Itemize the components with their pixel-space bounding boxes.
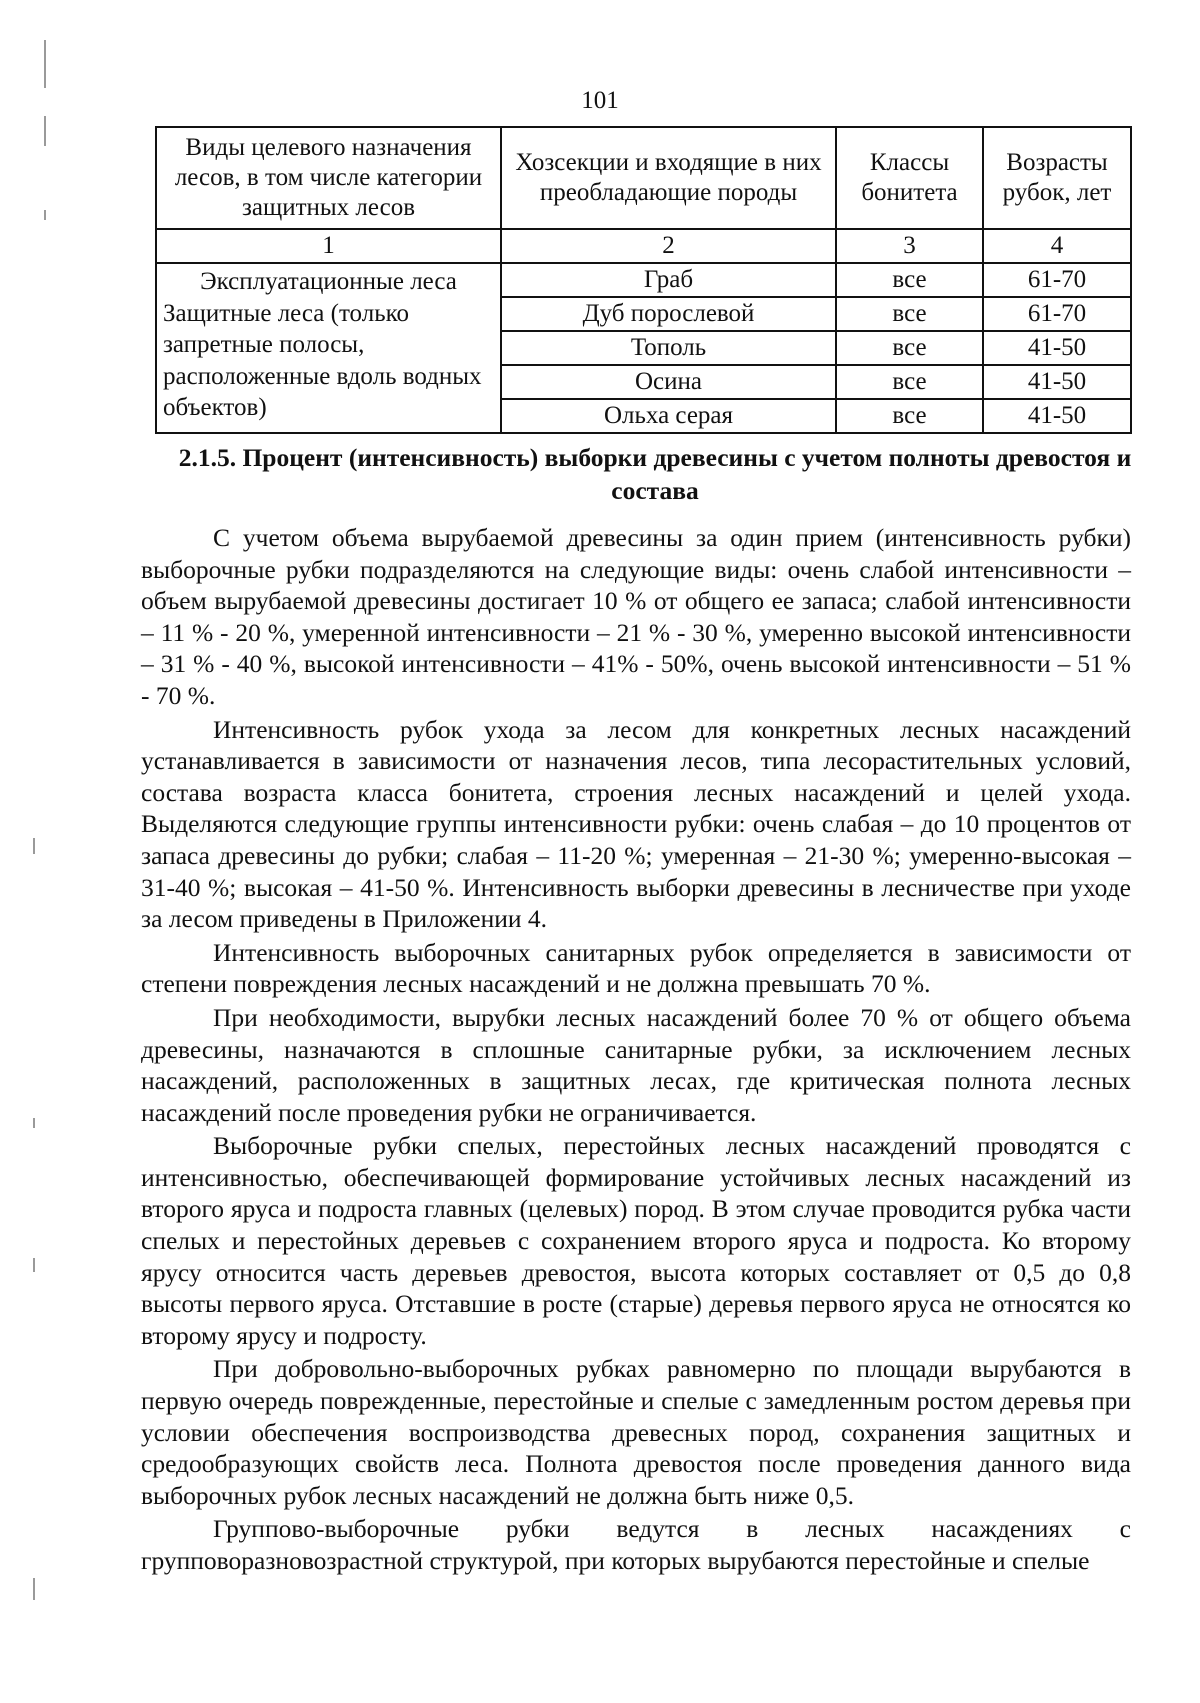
species-cell: Граб [501, 263, 836, 297]
species-cell: Тополь [501, 331, 836, 365]
column-number: 2 [501, 229, 836, 263]
forest-category-cell [156, 263, 501, 433]
scan-edge-mark [33, 1258, 35, 1272]
bonitet-cell: все [836, 331, 983, 365]
header-forest-purpose: Виды целевого назначения лесов, в том числе категории защитных лесов [156, 127, 501, 229]
paragraph: Интенсивность выборочных санитарных рубок определяется в зависимости от степени повреждения лесных насаждений и не должна превышать 70 %. [141, 937, 1131, 999]
age-cell: 61-70 [983, 263, 1131, 297]
column-number: 4 [983, 229, 1131, 263]
species-cell: Дуб порослевой [501, 297, 836, 331]
scan-edge-mark [44, 116, 46, 146]
paragraph: Выборочные рубки спелых, перестойных лесных насаждений проводятся с интенсивностью, обеспечивающей формирование устойчивых лесных насаждений из второго яруса и подроста главных (целевых) пород. В этом случае проводится рубка части спелых и перестойных деревьев с сохранением второго яруса и подроста. Ко второму ярусу относится часть деревьев древостоя, высота которых составляет от 0,5 до 0,8 высоты первого яруса. Отставшие в росте (старые) деревья первого яруса не относятся ко второму ярусу и подросту. [141, 1131, 1131, 1350]
cutting-age-table [155, 126, 1132, 434]
paragraph: С учетом объема вырубаемой древесины за один прием (интенсивность рубки) выборочные рубки подразделяются на следующие виды: очень слабой интенсивности – объем вырубаемой древесины достигает 10 % от общего ее запаса; слабой интенсивности – 11 % - 20 %, умеренной интенсивности – 21 % - 30 %, умеренно высокой интенсивности – 31 % - 40 %, высокой интенсивности – 41% - 50%, очень высокой интенсивности – 51 % - 70 %. [141, 523, 1131, 710]
category-exploitation: Эксплуатационные леса [200, 268, 457, 295]
bonitet-cell: все [836, 399, 983, 433]
paragraph: При необходимости, вырубки лесных насаждений более 70 % от общего объема древесины, назначаются в сплошные санитарные рубки, за исключением лесных насаждений, расположенных в защитных лесах, где критическая полнота лесных насаждений после проведения рубки не ограничивается. [141, 1002, 1131, 1127]
bonitet-cell: все [836, 365, 983, 399]
paragraph: При добровольно-выборочных рубках равномерно по площади вырубаются в первую очередь поврежденные, перестойные и спелые с замедленным ростом деревья при условии обеспечения воспроизводства древесных пород, сохранения защитных и средообразующих свойств леса. Полнота древостоя после проведения данного вида выборочных рубок лесных насаждений не должна быть ниже 0,5. [141, 1354, 1131, 1510]
scan-edge-mark [33, 838, 35, 854]
body-text [141, 522, 1131, 1579]
scan-edge-mark [33, 1118, 35, 1128]
column-number-row [156, 229, 1131, 263]
age-cell: 41-50 [983, 399, 1131, 433]
column-number: 1 [156, 229, 501, 263]
age-cell: 41-50 [983, 331, 1131, 365]
category-protective: Защитные леса (только запретные полосы, расположенные вдоль водных объектов) [163, 299, 482, 421]
paragraph: Интенсивность рубок ухода за лесом для конкретных лесных насаждений устанавливается в зависимости от назначения лесов, типа лесорастительных условий, состава возраста класса бонитета, строения лесных насаждений и целей ухода. Выделяются следующие группы интенсивности рубки: очень слабая – до 10 процентов от запаса древесины до рубки; слабая – 11-20 %; умеренная – 21-30 %; умеренно-высокая – 31-40 %; высокая – 41-50 %. Интенсивность выборки древесины в лесничестве при уходе за лесом приведены в Приложении 4. [141, 714, 1131, 934]
table-header-row [156, 127, 1131, 229]
scan-edge-mark [44, 210, 46, 220]
age-cell: 41-50 [983, 365, 1131, 399]
table-row [156, 263, 1131, 297]
column-number: 3 [836, 229, 983, 263]
bonitet-cell: все [836, 297, 983, 331]
age-cell: 61-70 [983, 297, 1131, 331]
scan-edge-mark [44, 40, 46, 88]
page-number: 101 [581, 87, 619, 114]
scan-edge-mark [33, 1578, 35, 1600]
bonitet-cell: все [836, 263, 983, 297]
header-cutting-age: Возрасты рубок, лет [983, 127, 1131, 229]
header-bonitet-class: Классы бонитета [836, 127, 983, 229]
species-cell: Осина [501, 365, 836, 399]
paragraph: Группово-выборочные рубки ведутся в лесных насаждениях с групповоразновозрастной структурой, при которых вырубаются перестойные и спелые [141, 1514, 1131, 1575]
header-species-sections: Хозсекции и входящие в них преобладающие породы [501, 127, 836, 229]
section-heading: 2.1.5. Процент (интенсивность) выборки древесины с учетом полноты древостоя и состава [178, 443, 1132, 505]
species-cell: Ольха серая [501, 399, 836, 433]
